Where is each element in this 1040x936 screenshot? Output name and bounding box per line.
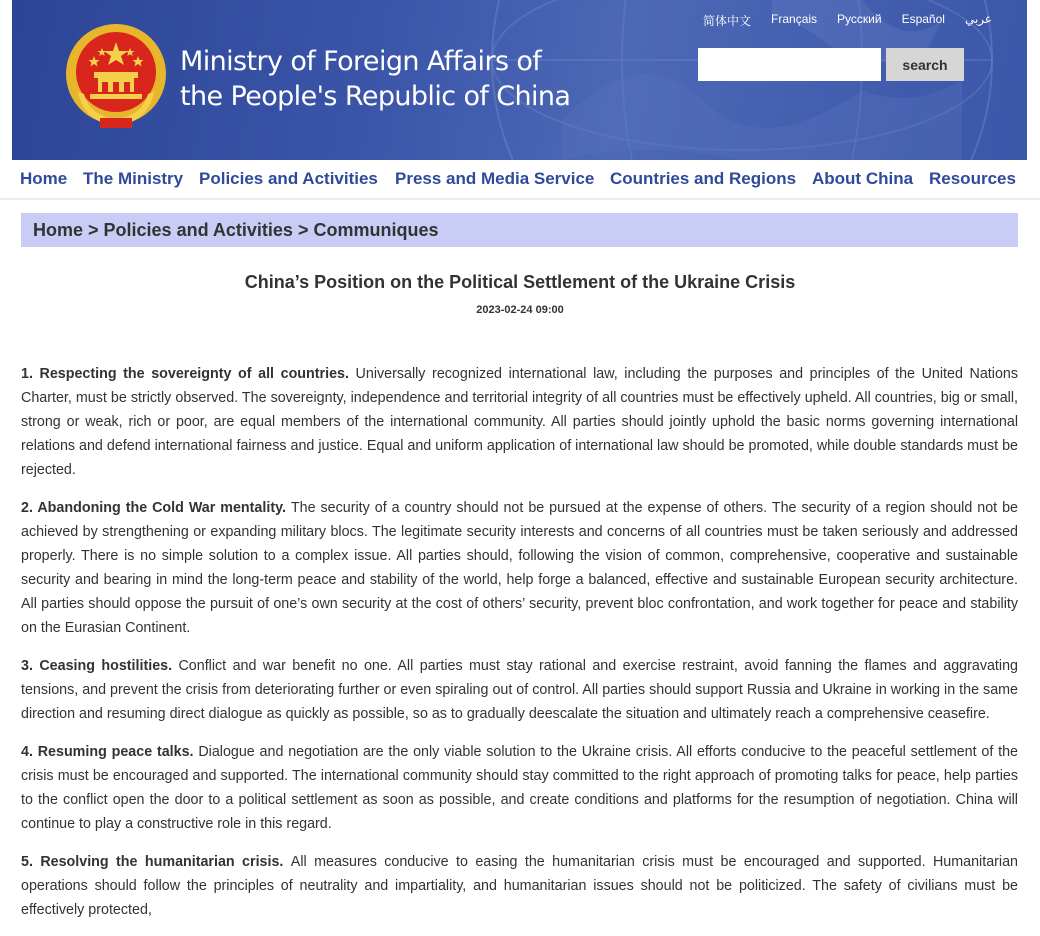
paragraph-heading: 2. Abandoning the Cold War mentality. [21, 500, 291, 516]
language-bar [703, 12, 992, 29]
search-input[interactable] [698, 48, 881, 81]
breadcrumb-separator: > [83, 219, 104, 240]
nav-item-the-ministry[interactable]: The Ministry [83, 169, 184, 188]
article-date: 2023-02-24 09:00 [476, 304, 564, 316]
nav-item-about-china[interactable]: About China [812, 169, 914, 188]
paragraph-heading: 4. Resuming peace talks. [21, 744, 199, 760]
main-nav [0, 160, 1040, 200]
search-button[interactable]: search [886, 48, 964, 81]
site-title-line2: the People's Republic of China [180, 81, 571, 112]
paragraph-text: All measures conducive to easing the humanitarian crisis must be encouraged and supported. Humanitarian operations should follow the principles of neutrality and impartiality, and humanitarian issues should not be politicized. The safety of civilians must be effectively protected, [21, 854, 1019, 918]
language-link-spanish[interactable]: Español [901, 12, 945, 26]
paragraph-heading: 1. Respecting the sovereignty of all countries. [21, 366, 356, 382]
header-banner [12, 0, 1027, 160]
language-link-arabic[interactable]: عربي [964, 12, 993, 26]
nav-item-resources[interactable]: Resources [929, 169, 1016, 188]
paragraph-text: Conflict and war benefit no one. All parties must stay rational and exercise restraint, avoid fanning the flames and aggravating tensions, and prevent the crisis from deteriorating further or even spiraling out of control. All parties should support Russia and Ukraine in working in the same direction and resuming direct dialogue as quickly as possible, so as to gradually deescalate the situation and ultimately reach a comprehensive ceasefire. [21, 658, 1018, 722]
article-title: China’s Position on the Political Settlement of the Ukraine Crisis [244, 272, 796, 292]
breadcrumb-separator: > [292, 219, 314, 240]
site-title-line1: Ministry of Foreign Affairs of [180, 46, 542, 77]
nav-item-press-and-media-service[interactable]: Press and Media Service [395, 169, 595, 188]
paragraph-text: Universally recognized international law, including the purposes and principles of the United Nations Charter, must be strictly observed. The sovereignty, independence and territorial integrity of all countries must be effectively upheld. All countries, big or small, strong or weak, rich or poor, are equal members of the international community. All parties should jointly uphold the basic norms governing international relations and defend international fairness and justice. Equal and uniform application of international law should be promoted, while double standards must be rejected. [21, 366, 1018, 478]
article-paragraph [21, 740, 1018, 836]
article-paragraph [21, 850, 1018, 922]
nav-item-policies-and-activities[interactable]: Policies and Activities [199, 169, 378, 188]
site-title[interactable] [180, 44, 570, 114]
paragraph-heading: 5. Resolving the humanitarian crisis. [21, 854, 291, 870]
paragraph-heading: 3. Ceasing hostilities. [21, 658, 179, 674]
nav-item-countries-and-regions[interactable]: Countries and Regions [610, 169, 797, 188]
article-body [21, 362, 1018, 936]
breadcrumb-communiques[interactable]: Communiques [313, 219, 439, 240]
article-paragraph [21, 496, 1018, 640]
national-emblem-icon [64, 22, 168, 132]
breadcrumb-home[interactable]: Home [33, 219, 84, 240]
breadcrumb [21, 213, 1018, 247]
language-link-french[interactable]: Français [771, 12, 818, 26]
breadcrumb-policies-and-activities[interactable]: Policies and Activities [103, 219, 293, 240]
article-paragraph [21, 654, 1018, 726]
article-paragraph [21, 362, 1018, 482]
nav-item-home[interactable]: Home [20, 169, 68, 188]
language-link-chinese[interactable]: 简体中文 [703, 14, 752, 28]
paragraph-text: Dialogue and negotiation are the only viable solution to the Ukraine crisis. All efforts conducive to the peaceful settlement of the crisis must be encouraged and supported. The international community should stay committed to the right approach of promoting talks for peace, help parties to the conflict open the door to a political settlement as soon as possible, and create conditions and platforms for the resumption of negotiation. China will continue to play a constructive role in this regard. [21, 744, 1018, 832]
language-link-russian[interactable]: Русский [837, 12, 882, 26]
paragraph-text: The security of a country should not be pursued at the expense of others. The security of a region should not be achieved by strengthening or expanding military blocs. The legitimate security interests and concerns of all countries must be taken seriously and addressed properly. There is no simple solution to a complex issue. All parties should, following the vision of common, comprehensive, cooperative and sustainable security and bearing in mind the long-term peace and stability of the world, help forge a balanced, effective and sustainable European security architecture. All parties should oppose the pursuit of one’s own security at the cost of others’ security, prevent bloc confrontation, and work together for peace and stability on the Eurasian Continent. [21, 500, 1019, 636]
